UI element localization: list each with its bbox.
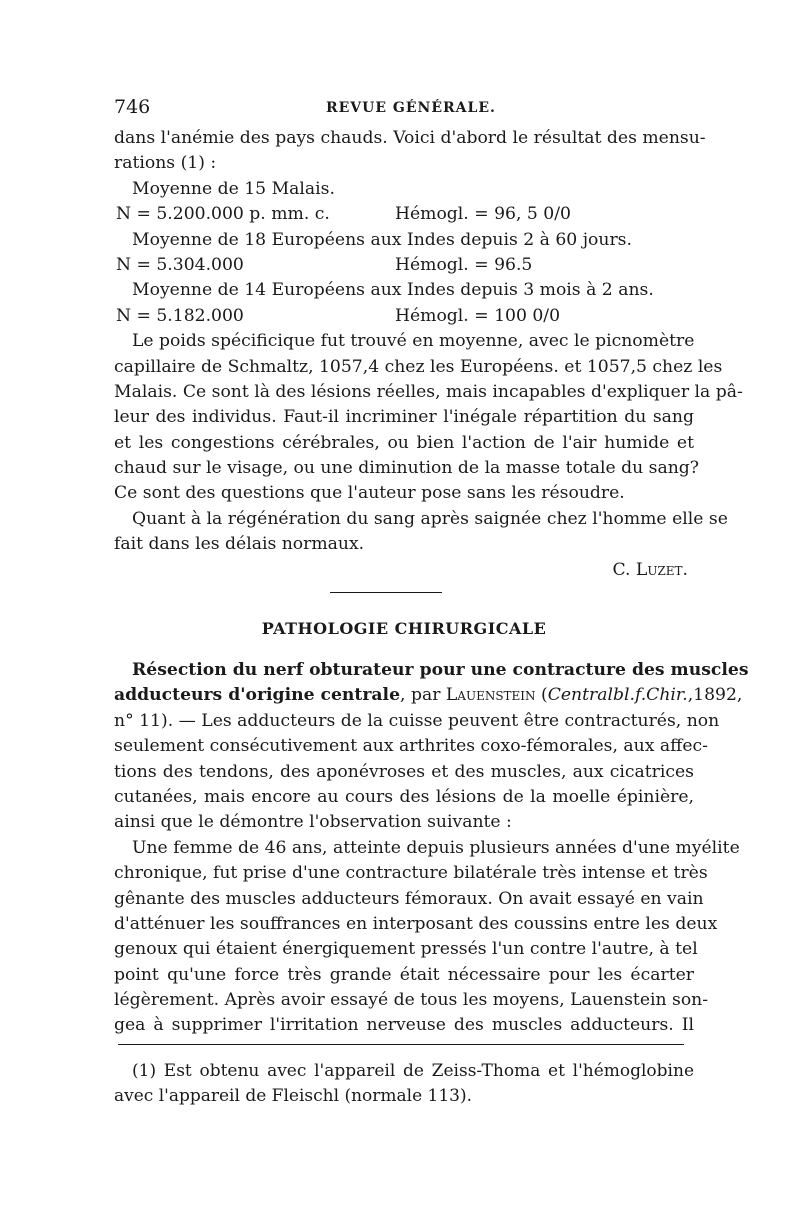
page-header [114, 96, 694, 122]
running-title: REVUE GÉNÉRALE. [326, 100, 496, 116]
text-line: fait dans les délais normaux. [114, 534, 365, 555]
text-line: légèrement. Après avoir essayé de tous les moyens, Lauenstein son- [114, 990, 709, 1011]
text-line: dans l'anémie des pays chauds. Voici d'abord le résultat des mensu- [114, 128, 706, 148]
citation-open: ( [535, 685, 548, 706]
text-line: gênante des muscles adducteurs fémoraux. On avait essayé en vain [114, 888, 704, 909]
text-line: cutanées, mais encore au cours des lésions de la moelle épinière, [114, 786, 694, 807]
section-divider [330, 592, 442, 593]
measurement-row [114, 304, 694, 329]
by-text: , par [400, 685, 446, 706]
text-line: leur des individus. Faut-il incriminer l'inégale répartition du sang [114, 407, 694, 428]
article-title: Résection du nerf obturateur pour une contracture des muscles [132, 660, 749, 680]
hemoglobin-value: Hémogl. = 100 0/0 [395, 305, 561, 326]
text-line: capillaire de Schmaltz, 1057,4 chez les Européens. et 1057,5 chez les [114, 356, 723, 377]
group-label: Moyenne de 14 Européens aux Indes depuis 3 mois à 2 ans. [132, 280, 654, 301]
text-line: tions des tendons, des aponévroses et des muscles, aux cicatrices [114, 761, 694, 782]
text-line: seulement consécutivement aux arthrites coxo-fémorales, aux affec- [114, 736, 708, 757]
text-line: Malais. Ce sont là des lésions réelles, mais incapables d'expliquer la pâ- [114, 381, 743, 402]
citation-year: ,1892, [687, 685, 743, 706]
journal-name: Centralbl.f.Chir. [547, 685, 688, 706]
author-signature: C. Luzet. [612, 559, 688, 580]
page-number: 746 [114, 96, 151, 118]
text-line: genoux qui étaient énergiquement pressés l'un contre l'autre, à tel [114, 939, 698, 960]
text-line: chaud sur le visage, ou une diminution de la masse totale du sang? [114, 458, 700, 479]
hemoglobin-value: Hémogl. = 96, 5 0/0 [395, 204, 571, 225]
group-label: Moyenne de 18 Européens aux Indes depuis 2 à 60 jours. [132, 229, 632, 250]
footnote-line: (1) Est obtenu avec l'appareil de Zeiss-Thoma et l'hémoglobine [132, 1061, 694, 1081]
measurement-row [114, 253, 694, 278]
measurement-row [114, 202, 694, 227]
text-line: d'atténuer les souffrances en interposant des coussins entre les deux [114, 913, 718, 934]
text-line: gea à supprimer l'irritation nerveuse des muscles adducteurs. Il [114, 1015, 694, 1036]
text-line: Le poids spécificique fut trouvé en moyenne, avec le picnomètre [132, 331, 695, 352]
footnote-divider [118, 1044, 684, 1045]
text-line: ainsi que le démontre l'observation suivante : [114, 812, 512, 833]
article-body [114, 658, 749, 1039]
text-line: Ce sont des questions que l'auteur pose sans les résoudre. [114, 483, 625, 504]
cell-count: N = 5.304.000 [116, 254, 244, 275]
article-title-citation [114, 683, 743, 708]
article-author: Lauenstein [445, 685, 536, 706]
hemoglobin-value: Hémogl. = 96.5 [395, 254, 533, 275]
text-line: point qu'une force très grande était nécessaire pour les écarter [114, 964, 694, 985]
article-title-end: adducteurs d'origine centrale [114, 685, 401, 706]
section-title: PATHOLOGIE CHIRURGICALE [261, 619, 547, 638]
group-label: Moyenne de 15 Malais. [132, 178, 335, 199]
text-line: n° 11). — Les adducteurs de la cuisse peuvent être contracturés, non [114, 710, 720, 731]
text-line: Quant à la régénération du sang après saignée chez l'homme elle se [132, 508, 728, 529]
text-line: Une femme de 46 ans, atteinte depuis plusieurs années d'une myélite [132, 837, 740, 858]
footnote [114, 1060, 694, 1111]
cell-count: N = 5.182.000 [116, 305, 244, 326]
text-line: et les congestions cérébrales, ou bien l'action de l'air humide et [114, 432, 694, 453]
article-continuation [114, 126, 743, 583]
text-line: rations (1) : [114, 153, 217, 174]
cell-count: N = 5.200.000 p. mm. c. [116, 204, 330, 225]
footnote-line: avec l'appareil de Fleischl (normale 113). [114, 1086, 473, 1107]
text-line: chronique, fut prise d'une contracture bilatérale très intense et très [114, 863, 708, 884]
